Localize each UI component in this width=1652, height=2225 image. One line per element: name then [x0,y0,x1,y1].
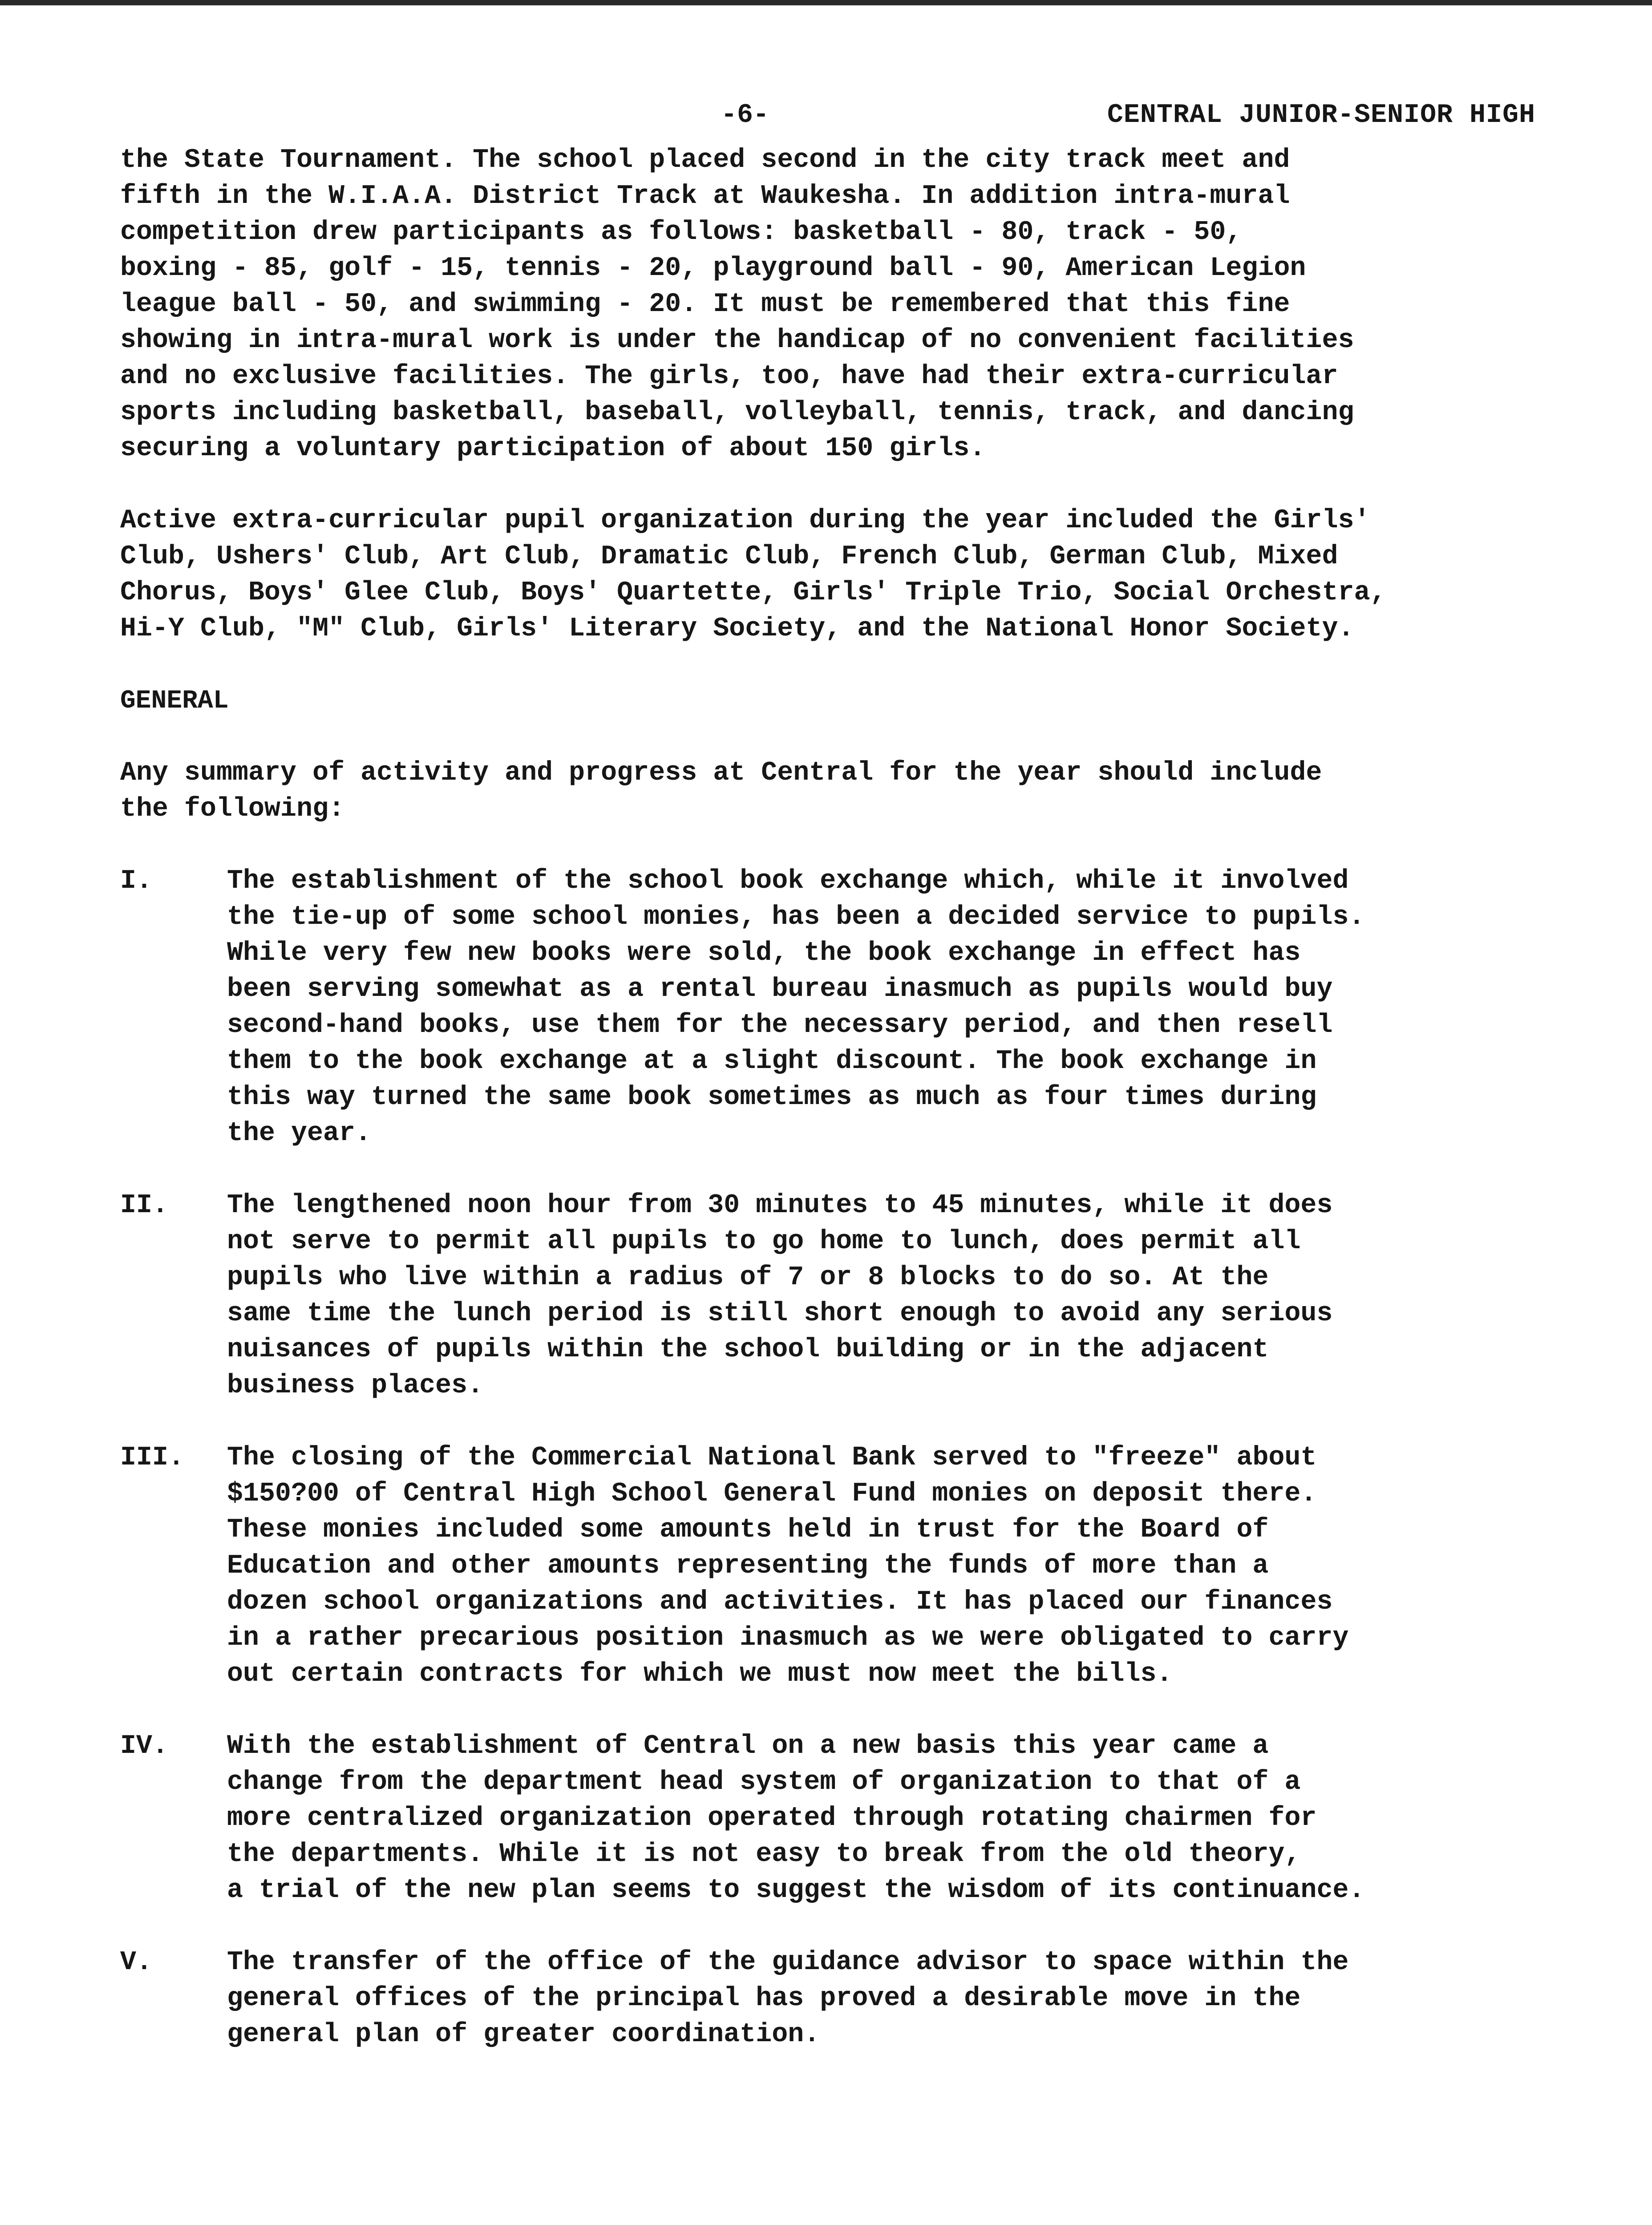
list-item-text: The transfer of the office of the guidance advisor to space within the general offices of the principal has proved a desirable move in the general plan of greater coordination. [227,1947,1349,2050]
list-item [120,1188,1522,1404]
paragraph-gap [120,719,1522,755]
athletics-paragraph: the State Tournament. The school placed second in the city track meet and fifth in the W.I.A.A. District Track at Waukesha. In addition intra-mural competition drew participants as follows: basketball - 80, track - 50, boxing - 85, golf - 15, tennis - 20, playground ball - 90, American Legion league ball - 50, and swimming - 20. It must be remembered that this fine showing in intra-mural work is under the handicap of no convenient facilities and no exclusive facilities. The girls, too, have had their extra-curricular sports including basketball, baseball, volleyball, tennis, track, and dancing securing a voluntary participation of about 150 girls. [120,145,1354,464]
list-item-text: The establishment of the school book exchange which, while it involved the tie-up of some school monies, has been a decided service to pupils. While very few new books were sold, the book exchange in effect has been serving somewhat as a rental bureau inasmuch as pupils would buy second-hand books, use them for the necessary period, and then resell them to the book exchange at a slight discount. The book exchange in this way turned the same book sometimes as much as four times during the year. [227,866,1365,1149]
list-item [120,1945,1522,2053]
list-item-numeral: V. [120,1947,153,1978]
school-name-header: CENTRAL JUNIOR-SENIOR HIGH [1107,100,1535,130]
list-item-numeral: III. [120,1443,185,1473]
paragraph-gap [120,467,1522,503]
paragraph-gap [120,1404,1522,1440]
page-header [120,93,1535,142]
list-item-numeral: II. [120,1190,169,1221]
page-top-edge [0,0,1652,5]
page-number: -6- [721,100,769,130]
organizations-paragraph: Active extra-curricular pupil organization during the year included the Girls' Club, Ushers' Club, Art Club, Dramatic Club, French Club, German Club, Mixed Chorus, Boys' Glee Club, Boys' Quartette, Girls' Triple Trio, Social Orchestra, Hi-Y Club, "M" Club, Girls' Literary Society, and the National Honor Society. [120,506,1386,644]
list-item-text: The lengthened noon hour from 30 minutes to 45 minutes, while it does not serve to permit all pupils to go home to lunch, does permit all pupils who live within a radius of 7 or 8 blocks to do so. At the same time the lunch period is still short enough to avoid any serious nuisances of pupils within the school building or in the adjacent business places. [227,1190,1333,1401]
list-item-text: The closing of the Commercial National Bank served to "freeze" about $150?00 of Central High School General Fund monies on deposit there. These monies included some amounts held in trust for the Board of Education and other amounts representing the funds of more than a dozen school organizations and activities. It has placed our finances in a rather precarious position inasmuch as we were obligated to carry out certain contracts for which we must now meet the bills. [227,1443,1349,1689]
list-item [120,863,1522,1152]
section-heading-general: GENERAL [120,687,229,716]
document-page [120,93,1535,2053]
list-item [120,1440,1522,1692]
list-item-numeral: I. [120,866,153,896]
list-item-numeral: IV. [120,1731,169,1761]
general-intro-paragraph: Any summary of activity and progress at Central for the year should include the following: [120,758,1322,824]
paragraph-gap [120,827,1522,863]
paragraph-gap [120,647,1522,683]
paragraph-gap [120,1692,1522,1728]
list-item-text: With the establishment of Central on a new basis this year came a change from the department head system of organization to that of a more centralized organization operated through rotating chairmen for the departments. While it is not easy to break from the old theory, a trial of the new plan seems to suggest the wisdom of its continuance. [227,1731,1365,1905]
list-item [120,1728,1522,1909]
paragraph-gap [120,1909,1522,1945]
paragraph-gap [120,1152,1522,1188]
